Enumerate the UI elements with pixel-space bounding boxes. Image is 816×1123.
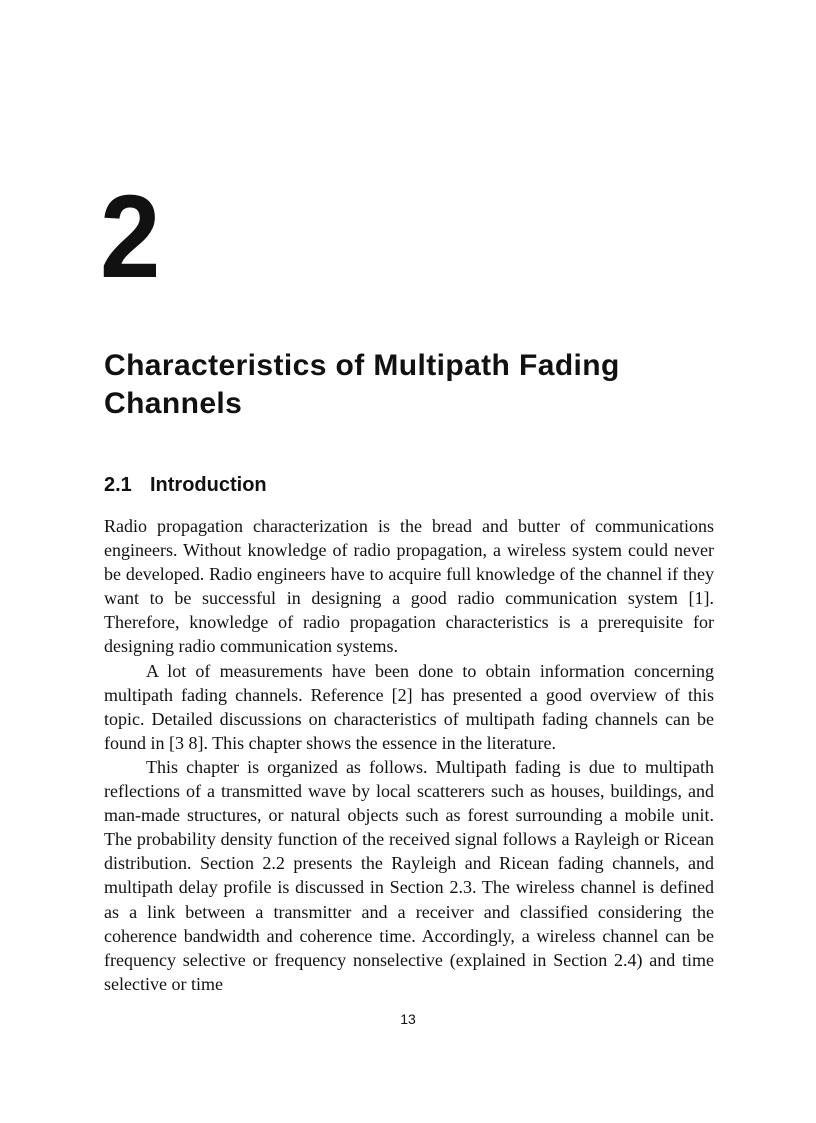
page-number: 13 (400, 1011, 416, 1027)
paragraph: This chapter is organized as follows. Multipath fading is due to multipath reflections of a transmitted wave by local scatterers such as houses, buildings, and man-made structures, or natural objects such as forest surrounding a mobile unit. The probability density function of the received signal follows a Rayleigh or Ricean distribution. Section 2.2 presents the Rayleigh and Ricean fading channels, and multipath delay profile is discussed in Section 2.3. The wireless channel is defined as a link between a transmitter and a receiver and classified considering the coherence bandwidth and coherence time. Accordingly, a wireless channel can be frequency selective or frequency nonselective (explained in Section 2.4) and time selective or time (104, 756, 714, 994)
paragraph: A lot of measurements have been done to obtain information concerning multipath fading channels. Reference [2] has presented a good overview of this topic. Detailed discussions on characteristics of multipath fading channels can be found in [3 8]. This chapter shows the essence in the literature. (104, 660, 714, 753)
section-heading (104, 472, 267, 498)
section-title: Introduction (150, 474, 267, 496)
chapter-title: Characteristics of Multipath Fading Channels (104, 349, 620, 420)
chapter-number: 2 (100, 171, 159, 303)
paragraph: Radio propagation characterization is the bread and butter of communications engineers. Without knowledge of radio propagation, a wireless system could never be developed. Radio engineers have to acquire full knowledge of the channel if they want to be successful in designing a good radio communication system [1]. Therefore, knowledge of radio propagation characteristics is a prerequisite for designing radio communication systems. (104, 516, 714, 657)
section-number: 2.1 (104, 474, 132, 496)
body-text (104, 514, 714, 996)
